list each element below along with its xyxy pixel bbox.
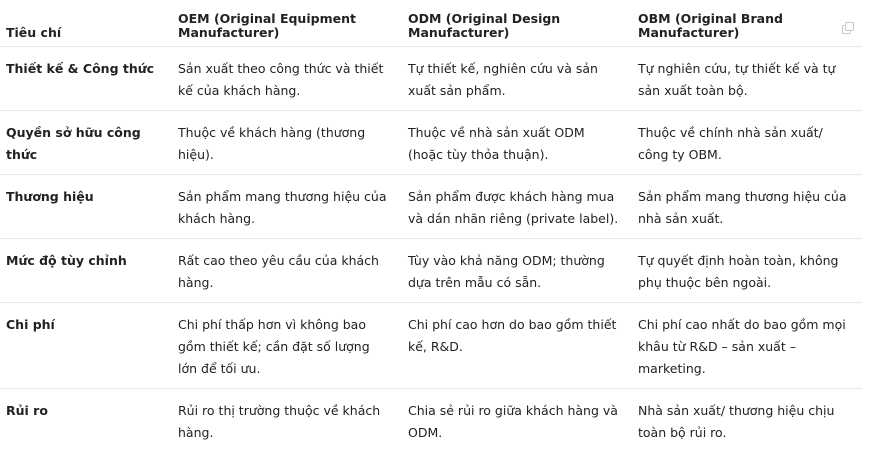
- cell-odm: Tùy vào khả năng ODM; thường dựa trên mẫu có sẵn.: [400, 239, 630, 303]
- cell-odm: Thuộc về nhà sản xuất ODM (hoặc tùy thỏa thuận).: [400, 111, 630, 175]
- row-criterion: Thiết kế & Công thức: [0, 47, 170, 111]
- row-criterion: Rủi ro: [6, 403, 48, 418]
- cell-odm: Chi phí cao hơn do bao gồm thiết kế, R&D.: [400, 303, 630, 389]
- row-criterion: Chi phí: [0, 303, 170, 389]
- table-row: [0, 303, 862, 389]
- cell-obm: Thuộc về chính nhà sản xuất/ công ty OBM.: [630, 111, 862, 175]
- cell-obm: Sản phẩm mang thương hiệu của nhà sản xuất.: [630, 175, 862, 239]
- row-criterion: Quyền sở hữu công thức: [0, 111, 170, 175]
- cell-oem: Rủi ro thị trường thuộc về khách hàng.: [178, 403, 381, 440]
- cell-obm: Chi phí cao nhất do bao gồm mọi khâu từ R&D – sản xuất – marketing.: [630, 303, 862, 389]
- copy-icon[interactable]: [842, 22, 854, 34]
- header-criterion: Tiêu chí: [0, 0, 170, 47]
- cell-oem: Thuộc về khách hàng (thương hiệu).: [170, 111, 400, 175]
- table-row: [0, 389, 862, 453]
- cell-odm: Sản phẩm được khách hàng mua và dán nhãn riêng (private label).: [400, 175, 630, 239]
- table-row: [0, 239, 862, 303]
- cell-obm: Tự nghiên cứu, tự thiết kế và tự sản xuất toàn bộ.: [630, 47, 862, 111]
- cell-oem: Rất cao theo yêu cầu của khách hàng.: [170, 239, 400, 303]
- header-odm: ODM (Original Design Manufacturer): [400, 0, 630, 47]
- cell-oem: Sản xuất theo công thức và thiết kế của khách hàng.: [170, 47, 400, 111]
- table-row: [0, 175, 862, 239]
- cell-obm: Tự quyết định hoàn toàn, không phụ thuộc bên ngoài.: [630, 239, 862, 303]
- cell-odm: Tự thiết kế, nghiên cứu và sản xuất sản phẩm.: [400, 47, 630, 111]
- cell-oem: Chi phí thấp hơn vì không bao gồm thiết kế; cần đặt số lượng lớn để tối ưu.: [170, 303, 400, 389]
- row-criterion: Mức độ tùy chỉnh: [0, 239, 170, 303]
- header-oem: OEM (Original Equipment Manufacturer): [170, 0, 400, 47]
- table-header-row: [0, 0, 862, 47]
- row-criterion: Thương hiệu: [0, 175, 170, 239]
- cell-odm: Chia sẻ rủi ro giữa khách hàng và ODM.: [408, 403, 618, 440]
- table-row: [0, 111, 862, 175]
- header-obm: OBM (Original Brand Manufacturer): [630, 0, 862, 47]
- cell-oem: Sản phẩm mang thương hiệu của khách hàng.: [170, 175, 400, 239]
- cell-obm: Nhà sản xuất/ thương hiệu chịu toàn bộ rủi ro.: [638, 403, 835, 440]
- table-row: [0, 47, 862, 111]
